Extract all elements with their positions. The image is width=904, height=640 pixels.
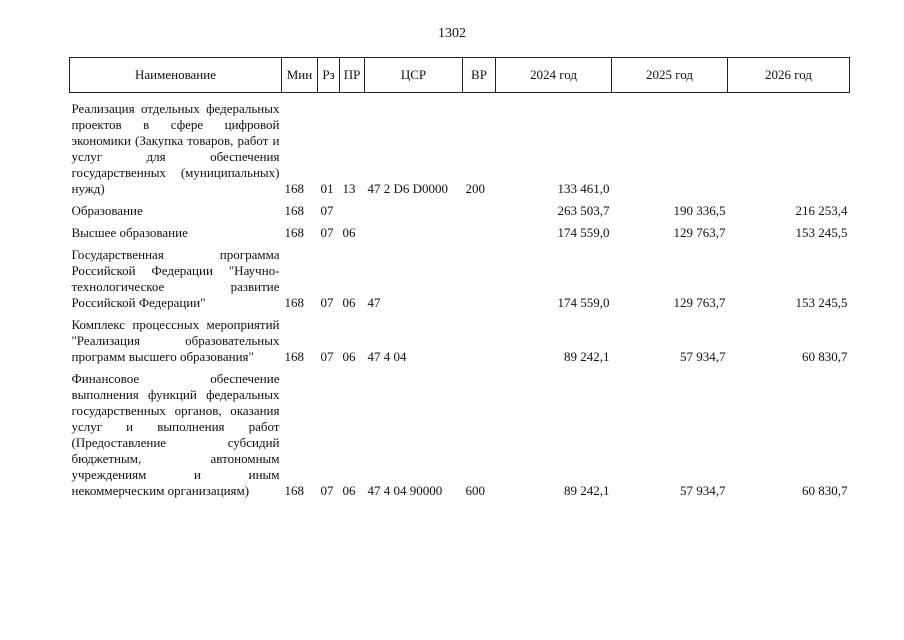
row-vr: 600	[465, 483, 485, 498]
row-pr: 06	[342, 295, 356, 310]
row-csr	[365, 219, 463, 241]
row-min: 168	[284, 181, 304, 196]
header-vr: ВР	[463, 58, 496, 93]
header-min: Мин	[282, 58, 318, 93]
row-2025	[612, 93, 728, 198]
row-vr	[463, 197, 496, 219]
row-2024: 174 559,0	[557, 295, 610, 310]
row-pr: 06	[342, 483, 356, 498]
row-2025: 190 336,5	[673, 203, 726, 218]
row-2024: 174 559,0	[557, 225, 610, 240]
row-vr: 200	[465, 181, 485, 196]
row-2025: 129 763,7	[673, 295, 726, 310]
row-pr: 06	[342, 349, 356, 364]
table-row	[70, 365, 850, 499]
row-2025: 57 934,7	[680, 349, 726, 364]
row-vr	[463, 311, 496, 365]
row-min: 168	[284, 349, 304, 364]
row-2026: 60 830,7	[802, 349, 848, 364]
row-name: Финансовое обеспечение выполнения функций федеральных государственных органов, оказания услуг и выполнения работ (Предоставление субсидий бюджетным, автономным учреждениям и иным некоммерческим организациям)	[71, 371, 280, 498]
row-min: 168	[284, 225, 304, 240]
row-min: 168	[284, 295, 304, 310]
budget-table	[69, 57, 850, 499]
row-rz: 07	[320, 349, 334, 364]
table-body	[70, 93, 850, 500]
header-csr: ЦСР	[365, 58, 463, 93]
row-2026: 153 245,5	[795, 295, 848, 310]
row-2024: 263 503,7	[557, 203, 610, 218]
header-2026: 2026 год	[728, 58, 850, 93]
row-pr	[340, 197, 365, 219]
row-min: 168	[284, 203, 304, 218]
row-2024: 89 242,1	[564, 349, 610, 364]
row-csr	[365, 197, 463, 219]
row-name: Высшее образование	[71, 225, 188, 240]
row-min: 168	[284, 483, 304, 498]
row-rz: 01	[320, 181, 334, 196]
header-2025: 2025 год	[612, 58, 728, 93]
row-rz: 07	[320, 483, 334, 498]
table-row	[70, 311, 850, 365]
row-rz: 07	[320, 225, 334, 240]
row-vr	[463, 241, 496, 311]
header-2024: 2024 год	[496, 58, 612, 93]
row-vr	[463, 219, 496, 241]
row-csr: 47 2 D6 D0000	[367, 181, 449, 196]
row-2026: 153 245,5	[795, 225, 848, 240]
row-2025: 129 763,7	[673, 225, 726, 240]
header-name: Наименование	[70, 58, 282, 93]
row-2026	[728, 93, 850, 198]
row-name: Государственная программа Российской Федерации "Научно-технологическое развитие Российской Федерации"	[71, 247, 280, 310]
row-2026: 216 253,4	[795, 203, 848, 218]
header-rz: Рз	[318, 58, 340, 93]
row-name: Реализация отдельных федеральных проектов в сфере цифровой экономики (Закупка товаров, работ и услуг для обеспечения государственных (муниципальных) нужд)	[71, 101, 280, 196]
header-row	[70, 58, 850, 93]
row-2026: 60 830,7	[802, 483, 848, 498]
table-header	[70, 58, 850, 93]
row-rz: 07	[320, 203, 334, 218]
row-csr: 47 4 04	[367, 349, 407, 364]
row-csr: 47	[367, 295, 381, 310]
row-csr: 47 4 04 90000	[367, 483, 443, 498]
table-row	[70, 219, 850, 241]
page-number: 1302	[438, 26, 466, 41]
row-2024: 89 242,1	[564, 483, 610, 498]
table-row	[70, 241, 850, 311]
row-name: Образование	[71, 203, 143, 218]
table-row	[70, 93, 850, 198]
table-row	[70, 197, 850, 219]
row-2024: 133 461,0	[557, 181, 610, 196]
row-pr: 13	[342, 181, 356, 196]
row-pr: 06	[342, 225, 356, 240]
row-name: Комплекс процессных мероприятий "Реализация образовательных программ высшего образования"	[71, 317, 280, 364]
header-pr: ПР	[340, 58, 365, 93]
row-2025: 57 934,7	[680, 483, 726, 498]
row-rz: 07	[320, 295, 334, 310]
